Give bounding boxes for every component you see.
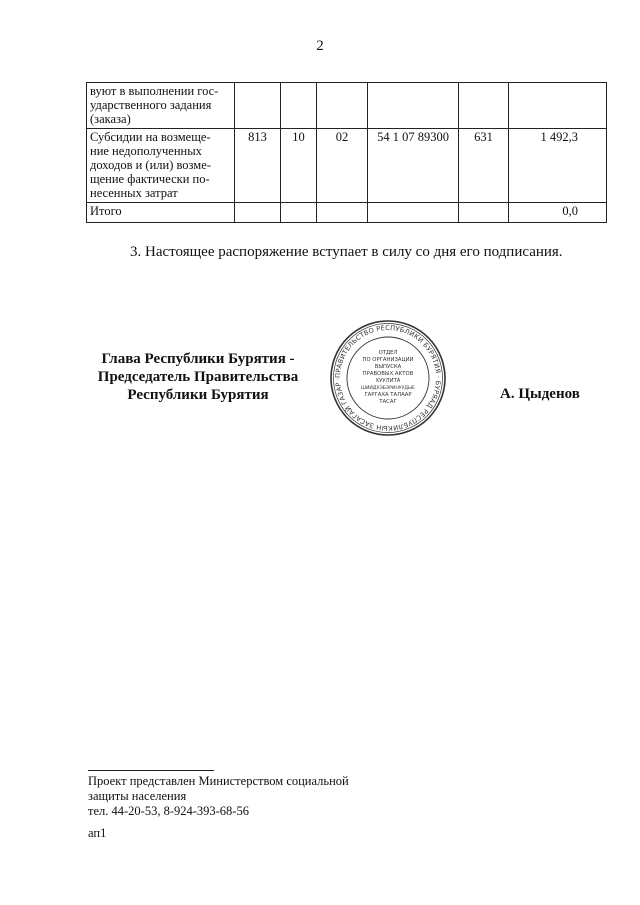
table-cell — [317, 83, 368, 129]
table-cell — [509, 83, 607, 129]
table-cell — [459, 83, 509, 129]
table-cell: 02 — [317, 129, 368, 203]
table-cell: 631 — [459, 129, 509, 203]
svg-text:ПРАВИТЕЛЬСТВО РЕСПУБЛИКИ БУРЯТ: ПРАВИТЕЛЬСТВО РЕСПУБЛИКИ БУРЯТИЯ · БУРЯАД РЕСПУБЛИКЫН ЗАСАГАЙ ГАЗАР · — [333, 323, 443, 433]
clause-3-text: 3. Настоящее распоряжение вступает в силу со дня его подписания. — [130, 244, 563, 260]
table-cell: 0,0 — [509, 203, 607, 223]
footnote-divider — [88, 770, 214, 771]
budget-table — [86, 82, 607, 223]
table-cell: 10 — [281, 129, 317, 203]
official-seal-stamp — [328, 318, 448, 438]
seal-line: ОТДЕЛ — [378, 350, 398, 356]
table-cell-name: вуют в выполнении гос- ударственного задания (заказа) — [87, 83, 235, 129]
table-cell — [368, 83, 459, 129]
table-cell — [235, 203, 281, 223]
seal-line: ГАРГАХА ТАЛААР — [364, 392, 412, 398]
table-row — [87, 203, 607, 223]
page-number: 2 — [316, 38, 324, 54]
seal-line: ПО ОРГАНИЗАЦИИ — [362, 357, 414, 363]
table-cell-name: Итого — [87, 203, 235, 223]
footnote: Проект представлен Министерством социальной защиты населения тел. 44-20-53, 8-924-393-68-56 — [88, 774, 349, 818]
document-code: ап1 — [88, 826, 107, 840]
table-cell: 813 — [235, 129, 281, 203]
seal-line: ВЫПУСКА — [374, 364, 402, 370]
table-cell: 1 492,3 — [509, 129, 607, 203]
table-cell — [235, 83, 281, 129]
seal-line: ТАСАГ — [379, 399, 397, 405]
table-cell — [317, 203, 368, 223]
table-cell-name: Субсидии на возмеще- ние недополученных доходов и (или) возме- щение фактически по- несенных затрат — [87, 129, 235, 203]
seal-line: ШИИДХЭБЭРИНУУДЫЕ — [361, 386, 415, 391]
table-cell — [281, 83, 317, 129]
table-cell — [459, 203, 509, 223]
table-cell — [281, 203, 317, 223]
signer-title: Глава Республики Бурятия - Председатель Правительства Республики Бурятия — [97, 351, 299, 403]
seal-line: ХУУЛИТА — [375, 378, 401, 384]
seal-line: ПРАВОВЫХ АКТОВ — [362, 371, 414, 377]
table-row — [87, 129, 607, 203]
table-cell — [368, 203, 459, 223]
table-cell: 54 1 07 89300 — [368, 129, 459, 203]
signer-name: А. Цыденов — [500, 386, 580, 402]
table-row — [87, 83, 607, 129]
